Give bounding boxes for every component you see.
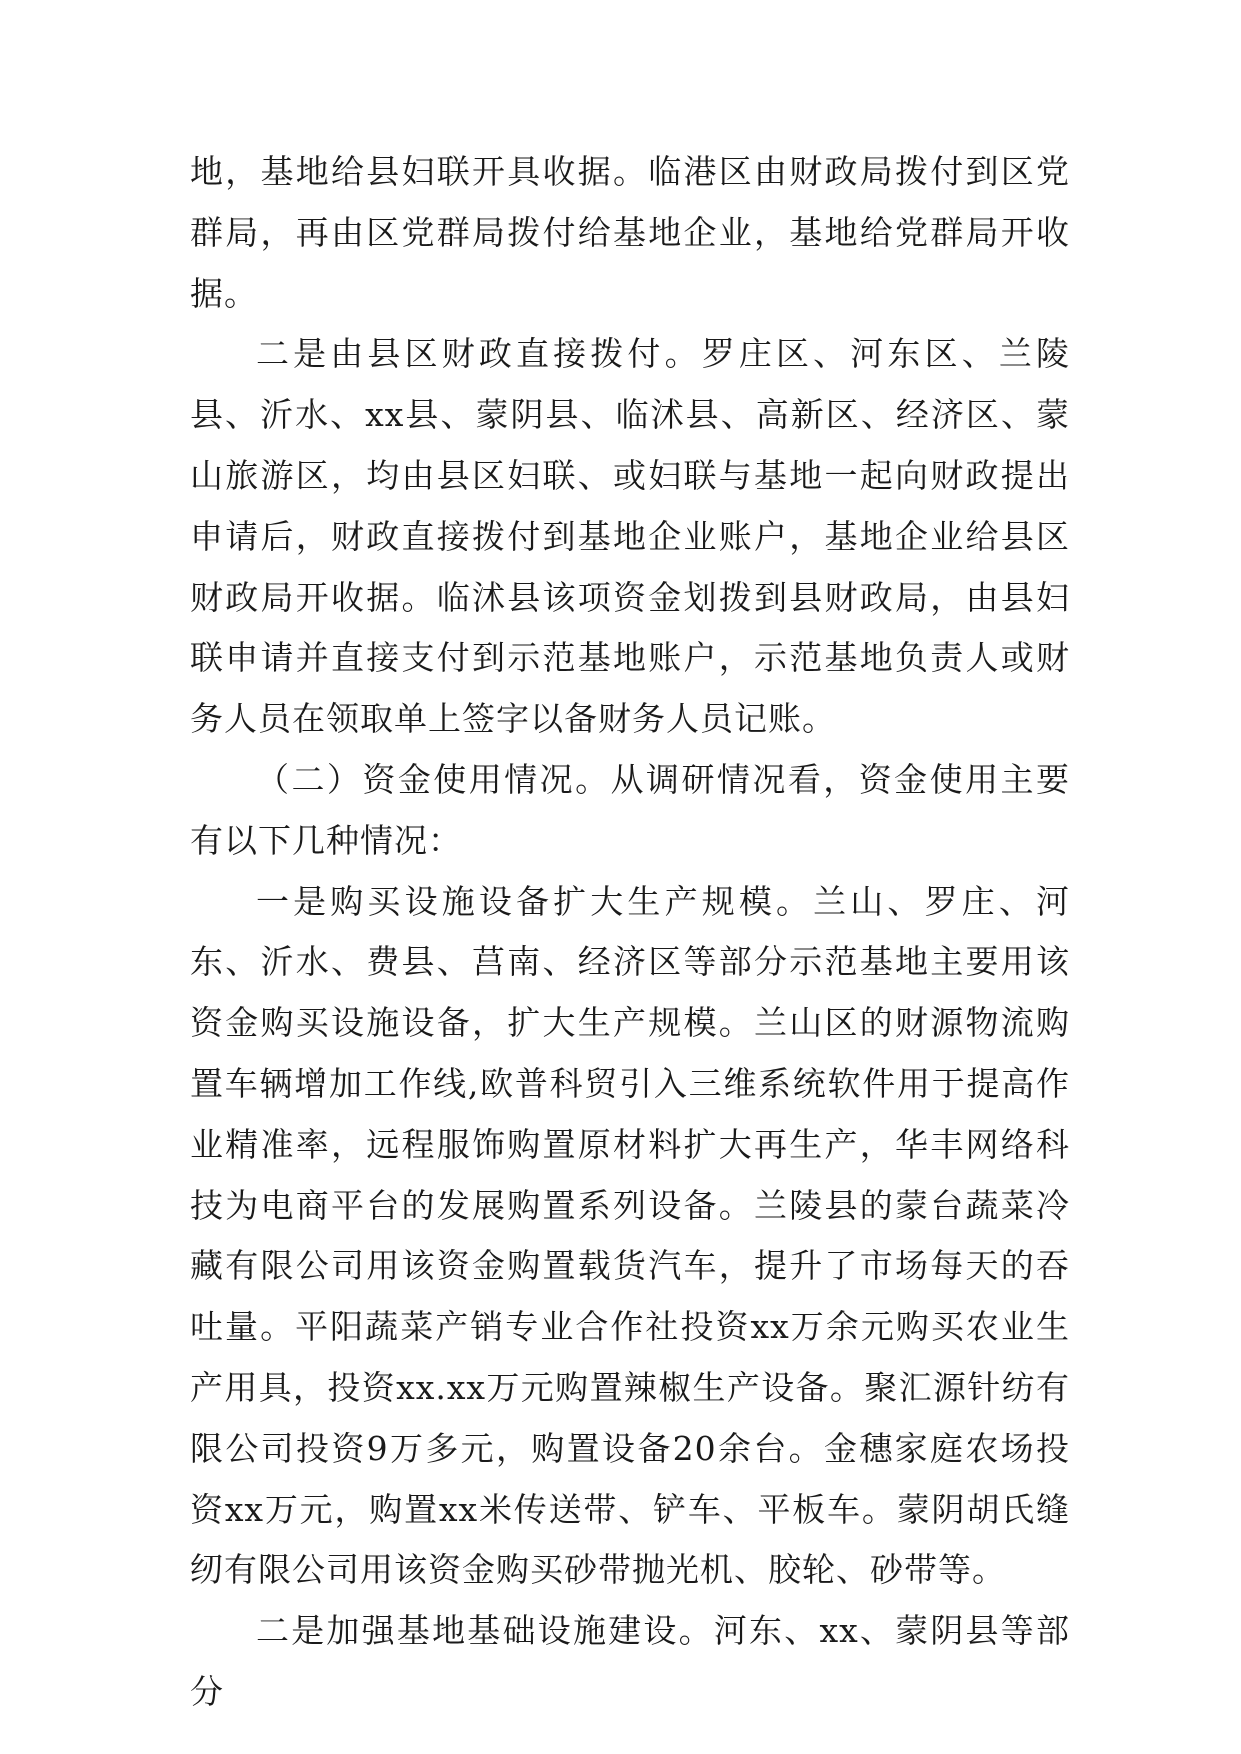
body-text [190, 142, 1070, 1723]
paragraph-1: 地，基地给县妇联开具收据。临港区由财政局拨付到区党群局，再由区党群局拨付给基地企业，基地给党群局开收据。 [190, 152, 1070, 313]
paragraph-5: 二是加强基地基础设施建设。河东、xx、蒙阴县等部分 [190, 1611, 1070, 1711]
paragraph-3: （二）资金使用情况。从调研情况看，资金使用主要有以下几种情况： [190, 759, 1070, 860]
paragraph-4: 一是购买设施设备扩大生产规模。兰山、罗庄、河东、沂水、费县、莒南、经济区等部分示范基地主要用该资金购买设施设备，扩大生产规模。兰山区的财源物流购置车辆增加工作线,欧普科贸引入三维系统软件用于提高作业精准率，远程服饰购置原材料扩大再生产，华丰网络科技为电商平台的发展购置系列设备。兰陵县的蒙台蔬菜冷藏有限公司用该资金购置载货汽车，提升了市场每天的吞吐量。平阳蔬菜产销专业合作社投资xx万余元购买农业生产用具，投资xx.xx万元购置辣椒生产设备。聚汇源针纺有限公司投资9万多元，购置设备20余台。金穗家庭农场投资xx万元，购置xx米传送带、铲车、平板车。蒙阴胡氏缝纫有限公司用该资金购买砂带抛光机、胶轮、砂带等。 [190, 881, 1070, 1590]
paragraph-2: 二是由县区财政直接拨付。罗庄区、河东区、兰陵县、沂水、xx县、蒙阴县、临沭县、高新区、经济区、蒙山旅游区，均由县区妇联、或妇联与基地一起向财政提出申请后，财政直接拨付到基地企业账户，基地企业给县区财政局开收据。临沭县该项资金划拨到县财政局，由县妇联申请并直接支付到示范基地账户，示范基地负责人或财务人员在领取单上签字以备财务人员记账。 [190, 334, 1070, 739]
